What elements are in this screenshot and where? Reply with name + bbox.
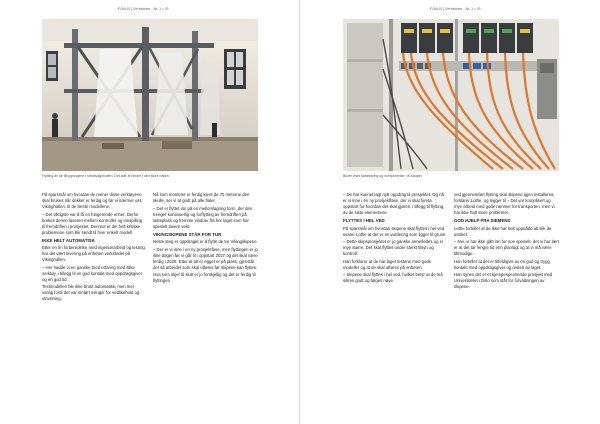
paragraph: – Her hadde vi en ganske bred erfaring med slike verktøy, i tillegg til en god kontakt med oppdragsgiver og en god tid. <box>42 264 143 282</box>
paragraph: Nå som monteret er ferdig kjent da 70 meterne den skulle, ser vi at godt på alle flater. <box>153 192 250 203</box>
running-header: FOKUS | Verksteder · Nr. 1 • 25 <box>430 7 481 11</box>
section-heading: GOD HJELP FRA SIEMENS <box>454 218 511 223</box>
paragraph: Han synes det er et kjempespennende prosjekt med Universitetet i Oslo som står for forvaltningen av skipene. <box>454 272 553 289</box>
running-header: FOKUS | Verksteder · Nr. 1 • 25 <box>118 7 169 11</box>
text-column-2 <box>153 192 258 286</box>
section-heading: IKKE HELT AUTOMATISK <box>42 237 95 243</box>
section-heading: VIKINGSKIPENE STÅR FOR TUR <box>153 231 222 237</box>
section-heading: FLYTTES I HEL VED <box>343 218 385 223</box>
paragraph: Etter en fin forberedelse med ingeniørarbeid og testing, har det vært levering på enheten verkstedet på Vikinghallen. <box>42 245 146 262</box>
text-column-1 <box>42 192 146 304</box>
paragraph: Lothe forteller at de ikke har helt oppnådd alt slik de ønsket. <box>454 225 552 237</box>
right-page <box>300 0 600 424</box>
paragraph: – Nei, vi har ikke gått inn for noe spesielt, det vi har lært er at det tar lengre tid enn planlagt og at vi må være tålmodige. <box>454 239 559 256</box>
paragraph: Han forklarer at de har laget testene med gode modeller og at de skal utføres på enheten. <box>343 258 432 270</box>
electrical-cabinet-photo <box>343 19 559 171</box>
text-column-4 <box>454 192 559 292</box>
paragraph: – Der er vi inne i en ny prosjektfase, men flyttingen er jo ikke dagen før vi går til i oppstart 2027 og det skal være ferdig i 2028. Etter at alt er egget er på plass, gjenstår det så arbeidet som skal utføres før skipene kan flyttes. <box>153 246 258 270</box>
text-column-3 <box>343 192 447 286</box>
paragraph: Neste steg er oppdraget er å flytte de tre Vikingskipene. <box>153 239 258 244</box>
paragraph: På sparsmål om hvordan skipene skal flyttes i hel ved svarer Lothe at det er en vurdering som ligger til grunn. <box>343 225 447 237</box>
paragraph: Han forteller at det er tilfeldigvis av en god og trygg kontakt med oppdragsgiver og resten av laget. <box>454 258 550 270</box>
paragraph: – Skipene skal flyttes i hel ved, hvilket betyr at de må sikres godt og følges nøye. <box>343 272 443 283</box>
hall-photo <box>42 19 258 171</box>
paragraph: – Dette skipsprosjektet er jo ganske annerledes og er mye større. Det skal flyttes under sterkt tilsyn og kontroll. <box>343 239 444 256</box>
paragraph: ved gjennomført flytting skal skipene igjen installeres, forklarer Lothe, og legger til – Det var komplisert og mye arbeid med gode rammer for transporten, men vi har ikke hatt store problemer. <box>454 192 555 215</box>
paragraph: – Det viktigste var å få en fungerende enhet. Derfor brukes denne laseren mellom kontroller og innspilling til fremdriften i prosjektet. Derimot er det helt kritiske problemene som blir sendt til hver enkelt modell. <box>42 211 143 235</box>
photo-caption: Flytting av de tilbygningene i stridsvagnhallen. Det står et hinder i den store hallen. <box>42 174 170 178</box>
paragraph: Hva som skjer til slutt er jo forskjellig og det er ferdig til flyttingen. <box>153 272 256 283</box>
paragraph: – De har kunnet lagt nytt oppdrag til prosjektet. Og nå er vi inne i en ny prosjektfase, der vi skal foreta oppstart for hvordan det skal gjøres, i tillegg til flytting, av de siste elementene. <box>343 192 445 215</box>
paragraph: Testmodellen ble ikke brukt automatisk, men mer vanlig fordi det var innført svinger for vedlikehold og utrustning. <box>42 284 140 301</box>
photo-caption: Bildet viser kabelføring og komponenter i el-skapet. <box>343 174 423 178</box>
paragraph: – Det er flyttet inn på en mellomlagring form, der den trenger kontinuerlig og forflytting av fremdriften på lasteplass og fremme vinduer fra her laget som har spesielt lavere vekt. <box>153 205 253 229</box>
paragraph: På sparsmål om hvordan de mener disse verktøyene skal brukes når dekket er ferdig og før vi nærmer oss Vikinghallen, til de første modellene. <box>42 192 142 209</box>
